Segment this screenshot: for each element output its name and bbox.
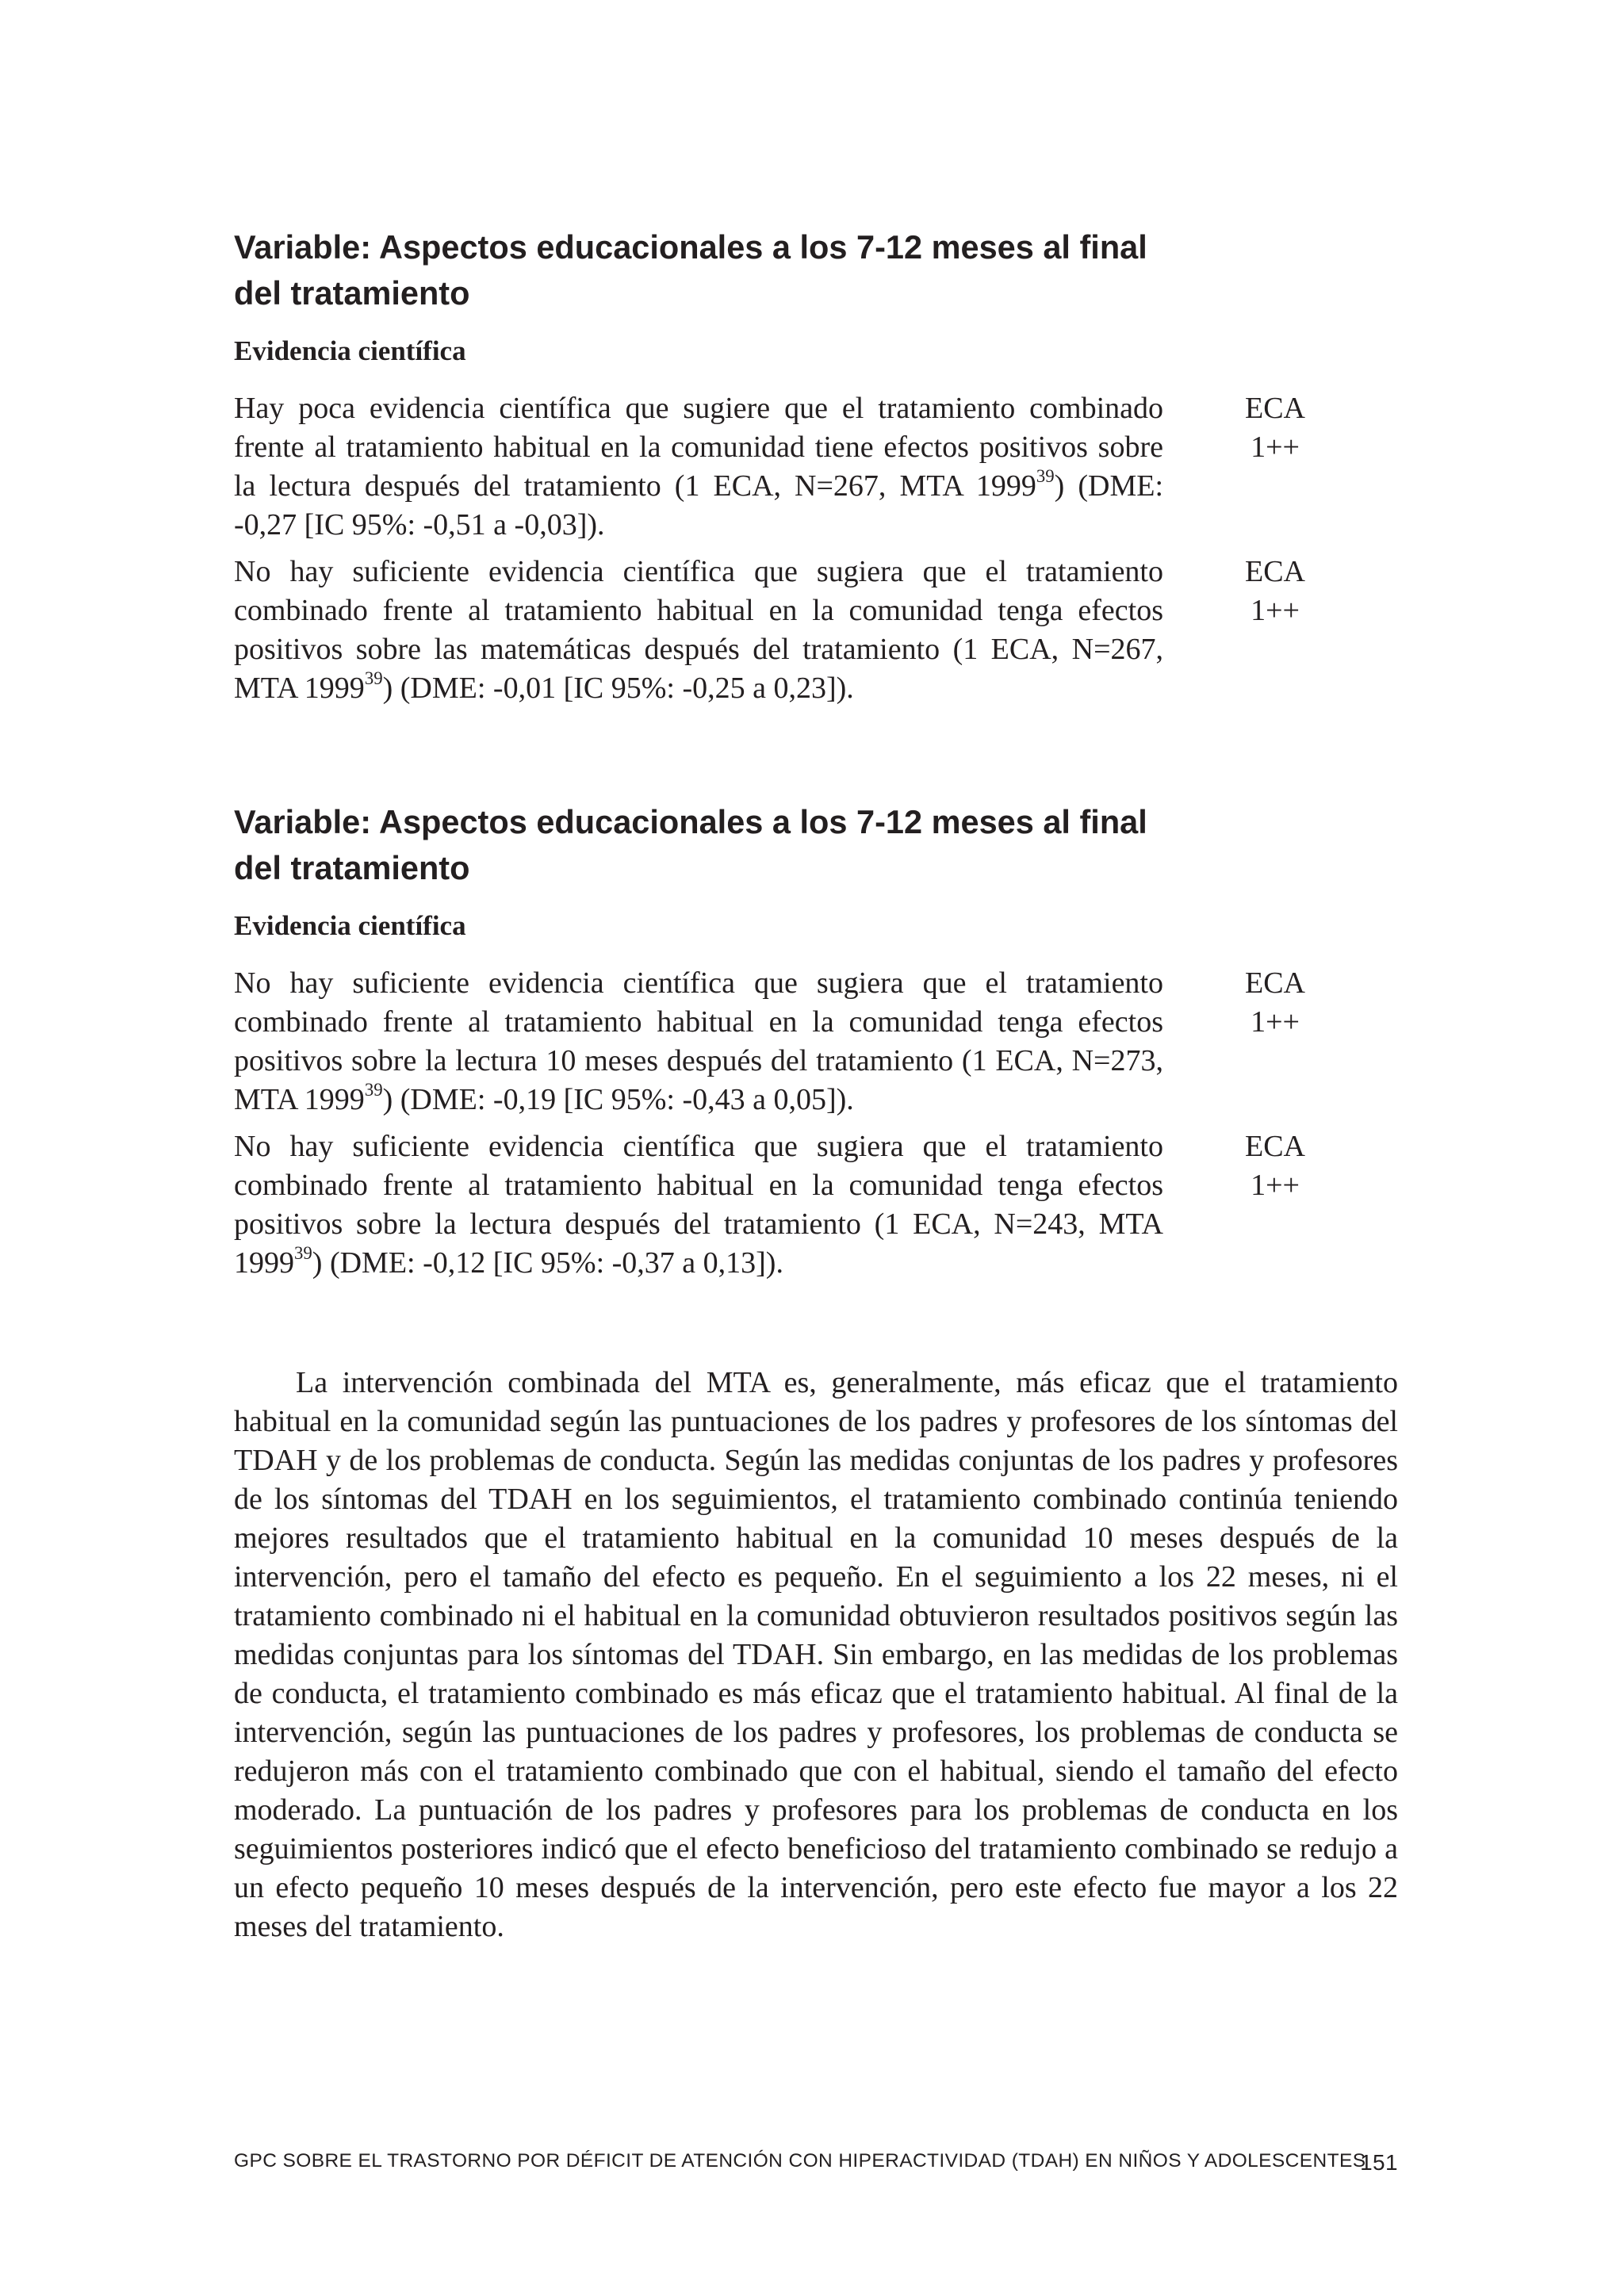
level-grade: 1++ [1251, 1169, 1300, 1202]
evidence-heading: Evidencia científica [234, 335, 466, 366]
evidence-text: No hay suficiente evidencia científica que sugiera que el tratamiento combinado frente al tratamiento habitual en la comunidad tenga efectos positivos sobre la lectura después del tratamiento (1 ECA, N=243, MTA 1999$^{39}$) (DME: -0,12 [IC 95%: -0,37 a 0,13]). [234, 1130, 1163, 1280]
evidence-section-2 [234, 799, 1408, 1283]
evidence-text: Hay poca evidencia científica que sugiere que el tratamiento combinado frente al tratamiento habitual en la comunidad tiene efectos positivos sobre la lectura después del tratamiento (1 ECA, N=267, MTA 1999$^{39}$) (DME: -0,27 [IC 95%: -0,51 a -0,03]). [234, 392, 1163, 541]
running-title: GPC SOBRE EL TRASTORNO POR DÉFICIT DE ATENCIÓN CON HIPERACTIVIDAD (TDAH) EN NIÑOS Y ADOLESCENTES [234, 2150, 1366, 2172]
evidence-text: No hay suficiente evidencia científica que sugiera que el tratamiento combinado frente al tratamiento habitual en la comunidad tenga efectos positivos sobre las matemáticas después del tratamiento (1 ECA, N=267, MTA 1999$^{39}$) (DME: -0,01 [IC 95%: -0,25 a 0,23]). [234, 555, 1163, 705]
page-number: 151 [1360, 2150, 1398, 2175]
level-type: ECA [1245, 1130, 1305, 1163]
evidence-level [1224, 553, 1327, 630]
reference-number: 39 [294, 1242, 312, 1263]
level-grade: 1++ [1251, 430, 1300, 464]
section-title: Variable: Aspectos educacionales a los 7-12 meses al final del tratamiento [234, 228, 1147, 312]
evidence-item [234, 1127, 1408, 1283]
reference-number: 39 [1036, 465, 1055, 486]
evidence-level [1224, 964, 1327, 1042]
evidence-level [1224, 1127, 1327, 1205]
level-type: ECA [1245, 555, 1305, 588]
section-title: Variable: Aspectos educacionales a los 7-12 meses al final del tratamiento [234, 803, 1147, 886]
evidence-text: No hay suficiente evidencia científica que sugiera que el tratamiento combinado frente al tratamiento habitual en la comunidad tenga efectos positivos sobre la lectura 10 meses después del tratamiento (1 ECA, N=273, MTA 1999$^{39}$) (DME: -0,19 [IC 95%: -0,43 a 0,05]). [234, 966, 1163, 1116]
evidence-item [234, 389, 1408, 545]
evidence-section-1 [234, 224, 1408, 708]
reference-number: 39 [364, 1079, 383, 1100]
body-paragraph: La intervención combinada del MTA es, generalmente, más eficaz que el tratamiento habitual en la comunidad según las puntuaciones de los padres y profesores de los síntomas del TDAH y de los problemas de conducta. Según las medidas conjuntas de los padres y profesores de los síntomas del TDAH en los seguimientos, el tratamiento combinado continúa teniendo mejores resultados que el tratamiento habitual en la comunidad 10 meses después de la intervención, pero el tamaño del efecto es pequeño. En el seguimiento a los 22 meses, ni el tratamiento combinado ni el habitual en la comunidad obtuvieron resultados positivos según las medidas conjuntas para los síntomas del TDAH. Sin embargo, en las medidas de los problemas de conducta, el tratamiento combinado es más eficaz que el tratamiento habitual. Al final de la intervención, según las puntuaciones de los padres y profesores, los problemas de conducta se redujeron más con el tratamiento combinado que con el habitual, siendo el tamaño del efecto moderado. La puntuación de los padres y profesores para los problemas de conducta en los seguimientos posteriores indicó que el efecto beneficioso del tratamiento combinado se redujo a un efecto pequeño 10 meses después de la intervención, pero este efecto fue mayor a los 22 meses del tratamiento. [234, 1366, 1398, 1943]
evidence-heading: Evidencia científica [234, 910, 466, 941]
evidence-item [234, 964, 1408, 1119]
level-grade: 1++ [1251, 1005, 1300, 1039]
evidence-item [234, 553, 1408, 708]
level-type: ECA [1245, 392, 1305, 425]
evidence-level [1224, 389, 1327, 467]
reference-number: 39 [364, 668, 383, 688]
page-footer [234, 2150, 1398, 2175]
level-grade: 1++ [1251, 594, 1300, 627]
level-type: ECA [1245, 966, 1305, 1000]
